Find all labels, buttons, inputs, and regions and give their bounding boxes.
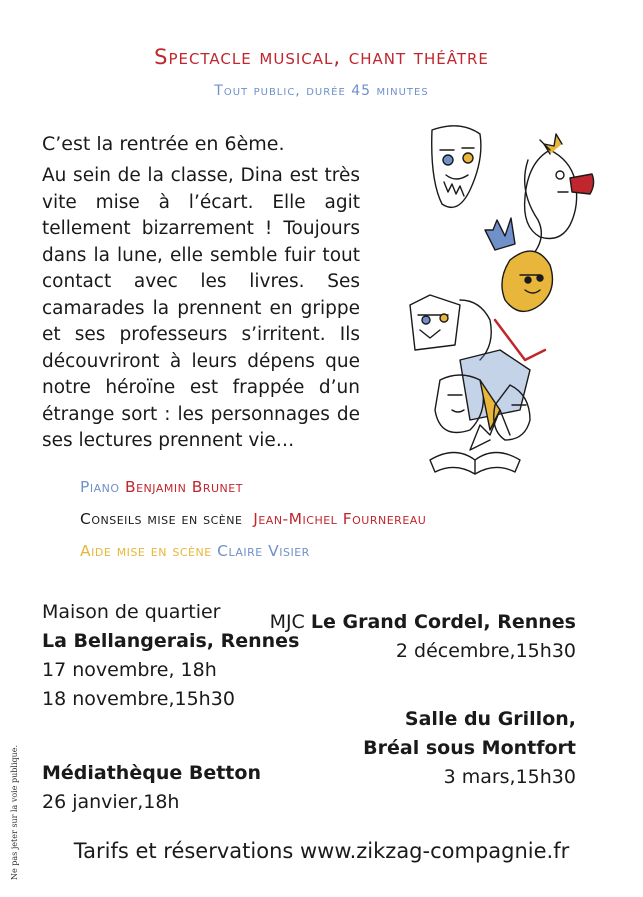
- audience-duration-subtitle: Tout public, durée 45 minutes: [214, 83, 429, 99]
- venue-city: Bréal sous Montfort: [363, 737, 576, 759]
- venue-grand-cordel: [270, 608, 576, 666]
- credit-staging-advice: [80, 510, 426, 528]
- venue-label: Maison de quartier: [42, 601, 221, 623]
- legal-note: Ne pas jeter sur la voie publique.: [10, 744, 19, 880]
- venue-date: 2 décembre,15h30: [395, 640, 576, 662]
- venue-city: , Rennes: [483, 611, 576, 633]
- venue-grillon: [363, 705, 576, 792]
- venue-prefix: MJC: [269, 611, 311, 633]
- intro-paragraph: Au sein de la classe, Dina est très vite mise à l’écart. Elle agit tellement bizarrement ! Toujours dans la lune, elle semble fuir tout contact avec les livres. Ses camarades la prennent en grippe et ses professeurs s’irritent. Ils découvriront à leurs dépens que notre héroïne est frappée d’un étrange sort : les personnages de ses lectures prennent vie…: [42, 165, 360, 451]
- credit-name: Benjamin Brunet: [124, 478, 243, 496]
- event-type-title: Spectacle musical, chant théâtre: [154, 45, 489, 69]
- credit-role: Piano: [80, 478, 120, 496]
- venue-name: Médiathèque Betton: [42, 762, 261, 784]
- credit-name: Jean-Michel Fournereau: [253, 510, 427, 528]
- venue-name: Salle du Grillon,: [404, 708, 576, 730]
- credit-role: Conseils mise en scène: [80, 510, 243, 528]
- venue-name-line: [270, 608, 576, 637]
- venue-betton: [42, 759, 261, 817]
- venue-bellangerais: [42, 598, 299, 714]
- credit-name: Claire Visier: [217, 542, 310, 560]
- credit-piano: [80, 478, 243, 496]
- venue-date: 17 novembre, 18h: [42, 659, 217, 681]
- venue-date: 26 janvier,18h: [42, 791, 180, 813]
- venue-date: 3 mars,15h30: [443, 766, 576, 788]
- intro-first-line: C’est la rentrée en 6ème.: [42, 133, 285, 155]
- venue-date: 18 novembre,15h30: [42, 688, 235, 710]
- credit-staging-help: [80, 542, 310, 560]
- booking-footer: Tarifs et réservations www.zikzag-compagnie.fr: [73, 839, 570, 863]
- drawing-of-stacked-faces-icon: [400, 120, 620, 490]
- venue-name: Le Grand Cordel: [310, 611, 484, 633]
- credit-role: Aide mise en scène: [80, 542, 212, 560]
- venue-name: La Bellangerais, Rennes: [42, 630, 300, 652]
